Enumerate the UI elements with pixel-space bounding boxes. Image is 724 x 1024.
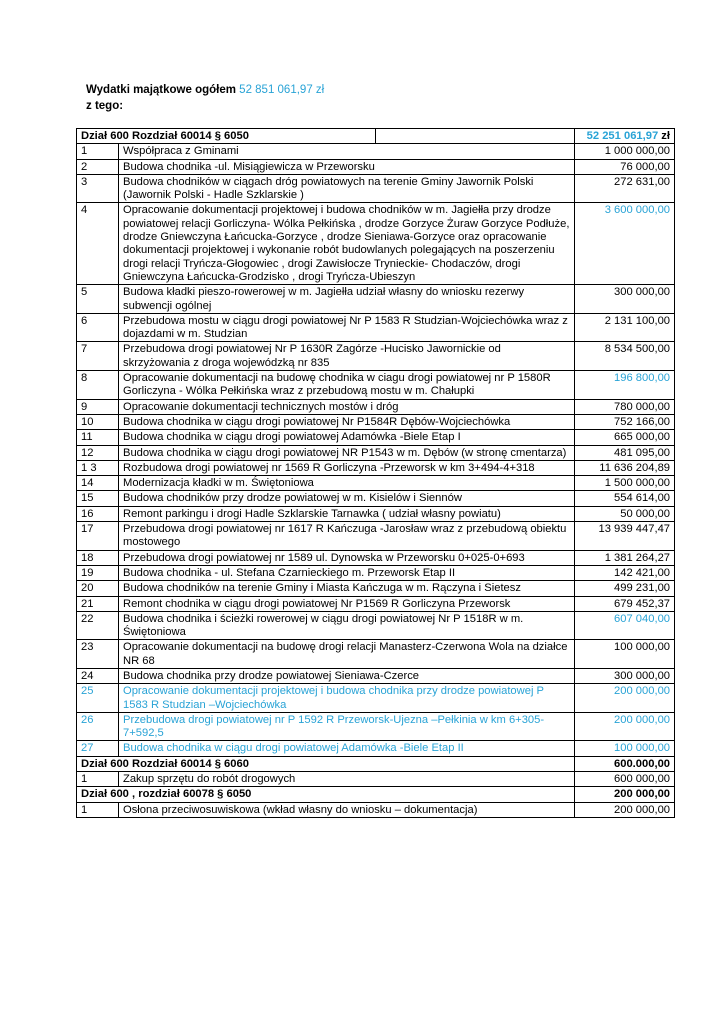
row-number: 18 — [77, 550, 119, 565]
table-row — [77, 772, 675, 787]
row-number: 23 — [77, 640, 119, 669]
row-number: 8 — [77, 371, 119, 400]
row-description: Zakup sprzętu do robót drogowych — [119, 772, 575, 787]
section-total: 200 000,00 — [575, 787, 675, 802]
table-row — [77, 476, 675, 491]
row-number: 11 — [77, 430, 119, 445]
row-number: 27 — [77, 741, 119, 756]
summary-header — [86, 82, 324, 114]
table-row — [77, 581, 675, 596]
row-description: Budowa chodników na terenie Gminy i Miasta Kańczuga w m. Rączyna i Sietesz — [119, 581, 575, 596]
section-total-suffix: zł — [658, 130, 671, 142]
row-description: Opracowanie dokumentacji na budowę chodnika w ciagu drogi powiatowej nr P 1580R Gorliczyna - Wólka Pełkińska wraz z przebudową mostu w m. Chałupki — [119, 371, 575, 400]
row-description: Przebudowa drogi powiatowej Nr P 1630R Zagórze -Hucisko Jawornickie od skrzyżowania z droga wojewódzką nr 835 — [119, 342, 575, 371]
table-row — [77, 640, 675, 669]
row-description: Opracowanie dokumentacji na budowę drogi relacji Manasterz-Czerwona Wola na działce NR 68 — [119, 640, 575, 669]
row-amount: 679 452,37 — [575, 596, 675, 611]
row-amount: 200 000,00 — [575, 802, 675, 817]
row-number: 22 — [77, 611, 119, 640]
row-description: Budowa chodnika w ciągu drogi powiatowej Nr P1584R Dębów-Wojciechówka — [119, 414, 575, 429]
row-description: Budowa chodnika przy drodze powiatowej Sieniawa-Czerce — [119, 668, 575, 683]
row-description: Budowa chodników przy drodze powiatowej w m. Kisielów i Siennów — [119, 491, 575, 506]
row-amount: 11 636 204,89 — [575, 460, 675, 475]
row-number: 12 — [77, 445, 119, 460]
row-number: 4 — [77, 203, 119, 285]
row-amount: 3 600 000,00 — [575, 203, 675, 285]
row-amount: 200 000,00 — [575, 712, 675, 741]
table-row — [77, 430, 675, 445]
row-number: 3 — [77, 174, 119, 203]
section-title: Dział 600 Rozdział 60014 § 6050 — [77, 129, 575, 144]
row-description: Remont chodnika w ciągu drogi powiatowej Nr P1569 R Gorliczyna Przeworsk — [119, 596, 575, 611]
table-row — [77, 174, 675, 203]
row-amount: 780 000,00 — [575, 399, 675, 414]
row-description: Budowa chodnika -ul. Misiągiewicza w Przeworsku — [119, 159, 575, 174]
row-number: 7 — [77, 342, 119, 371]
row-amount: 2 131 100,00 — [575, 313, 675, 342]
table-row — [77, 522, 675, 551]
row-amount: 142 421,00 — [575, 565, 675, 580]
row-description: Osłona przeciwosuwiskowa (wkład własny do wniosku – dokumentacja) — [119, 802, 575, 817]
row-number: 2 — [77, 159, 119, 174]
row-number: 9 — [77, 399, 119, 414]
table-row — [77, 460, 675, 475]
table-row — [77, 313, 675, 342]
table-row — [77, 445, 675, 460]
row-amount: 607 040,00 — [575, 611, 675, 640]
row-amount: 196 800,00 — [575, 371, 675, 400]
row-number: 21 — [77, 596, 119, 611]
table-row — [77, 506, 675, 521]
row-description: Budowa chodnika - ul. Stefana Czarnieckiego m. Przeworsk Etap II — [119, 565, 575, 580]
table-row — [77, 684, 675, 713]
row-number: 1 — [77, 802, 119, 817]
row-amount: 665 000,00 — [575, 430, 675, 445]
row-description: Przebudowa drogi powiatowej nr P 1592 R Przeworsk-Ujezna –Pełkinia w km 6+305- 7+592,5 — [119, 712, 575, 741]
row-number: 19 — [77, 565, 119, 580]
row-description: Budowa kładki pieszo-rowerowej w m. Jagiełła udział własny do wniosku rezerwy subwencji ogólnej — [119, 285, 575, 314]
row-amount: 481 095,00 — [575, 445, 675, 460]
section-total — [575, 129, 675, 144]
row-description: Budowa chodnika i ścieżki rowerowej w ciągu drogi powiatowej Nr P 1518R w m. Świętoniowa — [119, 611, 575, 640]
row-amount: 200 000,00 — [575, 684, 675, 713]
row-description: Opracowanie dokumentacji projektowej i budowa chodnika przy drodze powiatowej P 1583 R Studzian –Wojciechówka — [119, 684, 575, 713]
row-number: 25 — [77, 684, 119, 713]
section-total: 600.000,00 — [575, 756, 675, 771]
row-amount: 100 000,00 — [575, 640, 675, 669]
row-number: 6 — [77, 313, 119, 342]
table-row — [77, 342, 675, 371]
row-number: 1 — [77, 144, 119, 159]
row-number: 1 — [77, 772, 119, 787]
row-amount: 300 000,00 — [575, 668, 675, 683]
table-row — [77, 741, 675, 756]
table-row — [77, 414, 675, 429]
row-description: Przebudowa drogi powiatowej nr 1617 R Kańczuga -Jarosław wraz z przebudową obiektu mostowego — [119, 522, 575, 551]
row-amount: 300 000,00 — [575, 285, 675, 314]
row-amount: 752 166,00 — [575, 414, 675, 429]
table-row — [77, 399, 675, 414]
row-amount: 1 000 000,00 — [575, 144, 675, 159]
table-row — [77, 144, 675, 159]
row-number: 10 — [77, 414, 119, 429]
row-amount: 499 231,00 — [575, 581, 675, 596]
row-amount: 1 500 000,00 — [575, 476, 675, 491]
section-title: Dział 600 Rozdział 60014 § 6060 — [77, 756, 575, 771]
table-row — [77, 491, 675, 506]
row-description: Przebudowa mostu w ciągu drogi powiatowej Nr P 1583 R Studzian-Wojciechówka wraz z dojazdami w m. Studzian — [119, 313, 575, 342]
row-number: 1 3 — [77, 460, 119, 475]
row-amount: 272 631,00 — [575, 174, 675, 203]
table-row — [77, 596, 675, 611]
row-number: 14 — [77, 476, 119, 491]
section-title: Dział 600 , rozdział 60078 § 6050 — [77, 787, 575, 802]
row-amount: 8 534 500,00 — [575, 342, 675, 371]
summary-subline: z tego: — [86, 100, 124, 112]
section-header-row — [77, 129, 675, 144]
table-row — [77, 285, 675, 314]
row-number: 15 — [77, 491, 119, 506]
row-description: Opracowanie dokumentacji technicznych mostów i dróg — [119, 399, 575, 414]
row-number: 26 — [77, 712, 119, 741]
table-row — [77, 611, 675, 640]
row-number: 20 — [77, 581, 119, 596]
table-row — [77, 565, 675, 580]
section-header-row — [77, 756, 675, 771]
table-row — [77, 371, 675, 400]
table-row — [77, 159, 675, 174]
row-description: Przebudowa drogi powiatowej nr 1589 ul. Dynowska w Przeworsku 0+025-0+693 — [119, 550, 575, 565]
expenditure-table — [76, 128, 675, 818]
row-description: Budowa chodnika w ciągu drogi powiatowej Adamówka -Biele Etap II — [119, 741, 575, 756]
row-number: 24 — [77, 668, 119, 683]
row-amount: 50 000,00 — [575, 506, 675, 521]
table-row — [77, 550, 675, 565]
row-amount: 600 000,00 — [575, 772, 675, 787]
row-amount: 76 000,00 — [575, 159, 675, 174]
table-row — [77, 802, 675, 817]
summary-label: Wydatki majątkowe ogółem — [86, 84, 236, 96]
row-amount: 100 000,00 — [575, 741, 675, 756]
summary-total: 52 851 061,97 zł — [239, 84, 325, 96]
row-number: 5 — [77, 285, 119, 314]
row-amount: 13 939 447,47 — [575, 522, 675, 551]
row-description: Budowa chodnika w ciągu drogi powiatowej NR P1543 w m. Dębów (w stronę cmentarza) — [119, 445, 575, 460]
section-header-row — [77, 787, 675, 802]
row-description: Modernizacja kładki w m. Świętoniowa — [119, 476, 575, 491]
row-description: Budowa chodników w ciągach dróg powiatowych na terenie Gminy Jawornik Polski (Jawornik Polski - Hadle Szklarskie ) — [119, 174, 575, 203]
row-number: 16 — [77, 506, 119, 521]
row-description: Rozbudowa drogi powiatowej nr 1569 R Gorliczyna -Przeworsk w km 3+494-4+318 — [119, 460, 575, 475]
table-row — [77, 712, 675, 741]
section-total-value: 52 251 061,97 — [586, 130, 659, 142]
row-amount: 1 381 264,27 — [575, 550, 675, 565]
row-description: Budowa chodnika w ciągu drogi powiatowej Adamówka -Biele Etap I — [119, 430, 575, 445]
table-row — [77, 203, 675, 285]
section-header-divider — [375, 128, 376, 144]
row-amount: 554 614,00 — [575, 491, 675, 506]
row-description: Opracowanie dokumentacji projektowej i budowa chodników w m. Jagiełła przy drodze powiatowej relacji Gorliczyna- Wólka Pełkińska , drodze Gorzyce Żuraw Gorzyce Podłuże, drodze Gniewczyna Łańcucka-Gorzyce , drodze Sieniawa-Gorzyce oraz opracowanie dokumentacji projektowej i wykonanie robót budowlanych polegających na poszerzeniu drogi relacji Tryńcza-Głogowiec , drogi Zawisłocze Trynieckie- Chodaczów, drogi Gniewczyna Łańcucka-Grodzisko , drogi Tryńcza-Ubieszyn — [119, 203, 575, 285]
row-description: Współpraca z Gminami — [119, 144, 575, 159]
row-number: 17 — [77, 522, 119, 551]
table-row — [77, 668, 675, 683]
row-description: Remont parkingu i drogi Hadle Szklarskie Tarnawka ( udział własny powiatu) — [119, 506, 575, 521]
